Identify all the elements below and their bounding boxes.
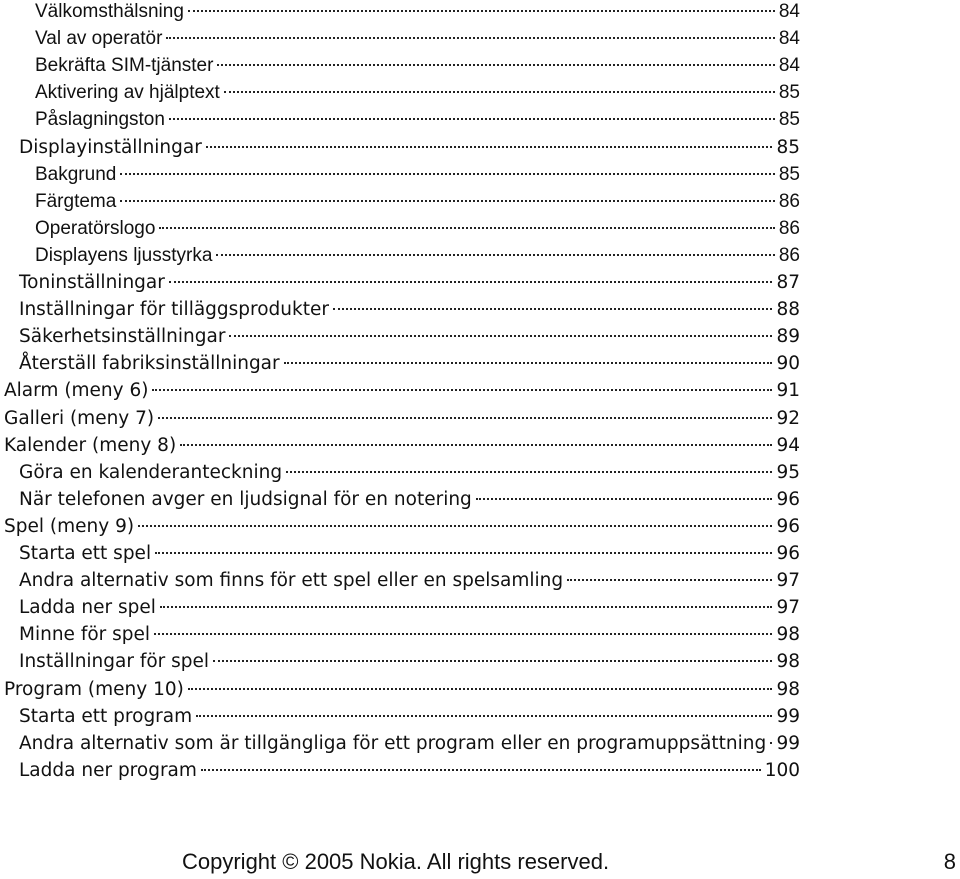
toc-entry-page-number: 96: [776, 488, 800, 510]
toc-entry-title: Göra en kalenderanteckning: [19, 461, 283, 483]
toc-dot-leader: [770, 740, 772, 744]
toc-entry[interactable]: [0, 432, 800, 459]
toc-entry-page-number: 84: [778, 55, 800, 77]
toc-entry[interactable]: [0, 242, 800, 269]
toc-entry-title: Starta ett spel: [19, 543, 152, 564]
toc-dot-leader: [180, 442, 772, 446]
toc-entry[interactable]: [0, 188, 800, 215]
toc-entry-title: Återställ fabriksinställningar: [19, 353, 280, 375]
toc-dot-leader: [284, 360, 773, 364]
toc-entry[interactable]: [0, 161, 800, 188]
page-footer: [0, 845, 960, 879]
toc-entry-title: Ladda ner spel: [19, 597, 156, 619]
toc-entry-title: Displayinställningar: [19, 136, 202, 158]
toc-entry[interactable]: [0, 594, 800, 621]
toc-entry-title: Spel (meny 9): [4, 515, 135, 537]
toc-entry-page-number: 95: [776, 461, 800, 483]
toc-dot-leader: [159, 225, 774, 229]
toc-entry[interactable]: [0, 350, 800, 377]
toc-entry-page-number: 85: [778, 82, 800, 104]
toc-entry-title: Displayens ljusstyrka: [35, 244, 213, 266]
toc-entry-page-number: 98: [776, 624, 800, 646]
toc-entry[interactable]: [0, 134, 800, 161]
toc-dot-leader: [138, 523, 772, 527]
toc-entry-page-number: 86: [778, 190, 800, 212]
toc-entry-title: Toninställningar: [19, 272, 165, 293]
toc-entry-page-number: 84: [778, 1, 800, 22]
toc-entry-page-number: 98: [776, 678, 800, 700]
toc-entry-title: Program (meny 10): [4, 678, 184, 700]
toc-entry[interactable]: [0, 703, 800, 730]
toc-dot-leader: [152, 387, 772, 391]
toc-entry[interactable]: [0, 25, 800, 52]
toc-dot-leader: [188, 8, 775, 12]
toc-entry[interactable]: [0, 106, 800, 133]
toc-entry-title: Operatörslogo: [35, 217, 156, 239]
toc-entry-title: Starta ett program: [19, 705, 193, 727]
toc-dot-leader: [567, 577, 772, 581]
toc-entry[interactable]: [0, 0, 800, 25]
toc-entry-page-number: 86: [778, 217, 800, 239]
toc-dot-leader: [120, 171, 775, 175]
toc-entry-title: Påslagningston: [35, 109, 165, 131]
toc-entry-title: Andra alternativ som är tillgängliga för ett program eller en programuppsättning: [19, 732, 767, 754]
toc-dot-leader: [166, 35, 774, 39]
toc-dot-leader: [155, 550, 772, 554]
toc-entry-title: Minne för spel: [19, 624, 151, 646]
toc-entry-title: Kalender (meny 8): [4, 434, 177, 456]
toc-entry-page-number: 96: [776, 543, 800, 564]
toc-entry[interactable]: [0, 567, 800, 594]
toc-entry-page-number: 89: [776, 326, 800, 348]
toc-dot-leader: [188, 686, 773, 690]
toc-entry-title: Välkomsthälsning: [35, 1, 184, 22]
toc-entry-page-number: 99: [776, 732, 800, 754]
toc-dot-leader: [120, 198, 775, 202]
toc-entry-page-number: 88: [776, 299, 800, 321]
toc-entry[interactable]: [0, 377, 800, 404]
toc-entry[interactable]: [0, 676, 800, 703]
toc-dot-leader: [333, 306, 772, 310]
toc-dot-leader: [158, 415, 772, 419]
toc-dot-leader: [217, 62, 774, 66]
toc-dot-leader: [169, 116, 775, 120]
toc-entry-title: Färgtema: [35, 190, 117, 212]
toc-entry-page-number: 94: [776, 434, 800, 456]
toc-dot-leader: [154, 631, 772, 635]
toc-entry-page-number: 100: [764, 759, 800, 781]
toc-entry-title: När telefonen avger en ljudsignal för en notering: [19, 488, 472, 510]
toc-dot-leader: [169, 279, 773, 283]
copyright-notice: Copyright © 2005 Nokia. All rights reserved.: [182, 849, 610, 874]
toc-dot-leader: [286, 469, 772, 473]
toc-dot-leader: [216, 252, 774, 256]
toc-entry-page-number: 85: [778, 163, 800, 185]
toc-entry-page-number: 92: [776, 407, 800, 429]
toc-entry-title: Alarm (meny 6): [4, 380, 149, 402]
toc-entry-page-number: 97: [776, 597, 800, 619]
toc-dot-leader: [224, 89, 775, 93]
toc-entry[interactable]: [0, 486, 800, 513]
toc-entry[interactable]: [0, 648, 800, 675]
toc-entry-page-number: 86: [778, 244, 800, 266]
toc-entry-page-number: 96: [776, 515, 800, 537]
toc-entry[interactable]: [0, 215, 800, 242]
toc-dot-leader: [201, 767, 761, 771]
toc-entry-title: Aktivering av hjälptext: [35, 82, 220, 104]
toc-entry-title: Inställningar för spel: [19, 651, 210, 673]
page-number: 8: [943, 849, 956, 874]
toc-entry[interactable]: [0, 540, 800, 567]
toc-dot-leader: [476, 496, 773, 500]
toc-entry-title: Inställningar för tilläggsprodukter: [19, 299, 329, 321]
toc-entry-title: Säkerhetsinställningar: [19, 326, 226, 348]
toc-entry-page-number: 97: [776, 570, 800, 592]
toc-entry-title: Bakgrund: [35, 163, 117, 185]
toc-dot-leader: [213, 658, 772, 662]
toc-entry[interactable]: [0, 757, 800, 784]
toc-dot-leader: [229, 333, 772, 337]
toc-entry[interactable]: [0, 79, 800, 106]
toc-entry-title: Bekräfta SIM-tjänster: [35, 55, 214, 77]
toc-entry[interactable]: [0, 52, 800, 79]
toc-entry-page-number: 85: [778, 109, 800, 131]
toc-dot-leader: [196, 713, 772, 717]
toc-entry-page-number: 99: [776, 705, 800, 727]
toc-entry-page-number: 85: [776, 136, 800, 158]
toc-dot-leader: [160, 604, 773, 608]
toc-entry-title: Andra alternativ som finns för ett spel eller en spelsamling: [19, 570, 564, 592]
toc-entry-page-number: 90: [776, 353, 800, 375]
toc-dot-leader: [206, 144, 773, 148]
toc-entry-page-number: 98: [776, 651, 800, 673]
toc-entry-page-number: 84: [778, 28, 800, 50]
toc-entry[interactable]: [0, 459, 800, 486]
toc-entry[interactable]: [0, 269, 800, 296]
toc-entry[interactable]: [0, 405, 800, 432]
toc-entry[interactable]: [0, 730, 800, 757]
toc-entry-page-number: 91: [776, 380, 800, 402]
toc-entry-title: Galleri (meny 7): [4, 407, 155, 429]
toc-entry-title: Ladda ner program: [19, 759, 197, 781]
toc-entry[interactable]: [0, 513, 800, 540]
toc-entry[interactable]: [0, 621, 800, 648]
toc-entry-page-number: 87: [776, 272, 800, 293]
toc-entry[interactable]: [0, 323, 800, 350]
toc-entry-title: Val av operatör: [35, 28, 163, 50]
toc-entry[interactable]: [0, 296, 800, 323]
